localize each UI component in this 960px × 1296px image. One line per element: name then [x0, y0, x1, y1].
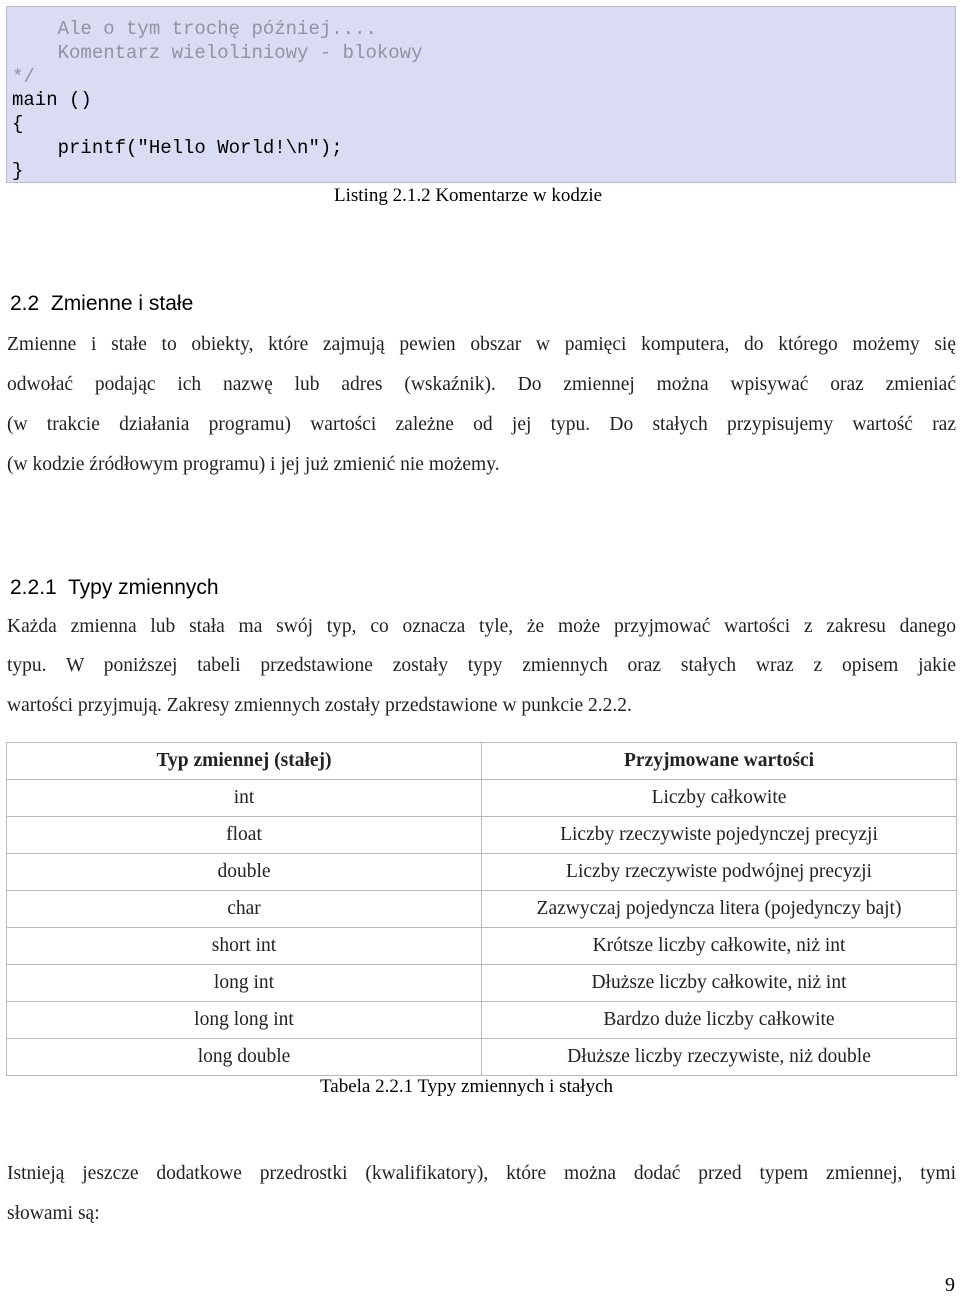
table-cell-values: Krótsze liczby całkowite, niż int [482, 928, 957, 965]
table-row [7, 817, 957, 854]
paragraph-line: Każda zmienna lub stała ma swój typ, co oznacza tyle, że może przyjmować wartości z zakresu danego [7, 616, 956, 637]
table-row [7, 780, 957, 817]
table-cell-values: Liczby rzeczywiste pojedynczej precyzji [482, 817, 957, 854]
table-row [7, 1002, 957, 1039]
code-listing-box [6, 6, 956, 183]
table-cell-type: float [7, 817, 482, 854]
table-cell-values: Liczby rzeczywiste podwójnej precyzji [482, 854, 957, 891]
code-line-6: printf("Hello World!\n"); [12, 137, 343, 159]
table-cell-type: long double [7, 1039, 482, 1076]
page-number: 9 [945, 1274, 955, 1296]
code-line-7: } [12, 160, 24, 182]
table-cell-type: int [7, 780, 482, 817]
table-row [7, 928, 957, 965]
table-row [7, 1039, 957, 1076]
table-cell-values: Bardzo duże liczby całkowite [482, 1002, 957, 1039]
code-line-1: Ale o tym trochę później.... [12, 18, 377, 40]
paragraph-line: Zmienne i stałe to obiekty, które zajmują pewien obszar w pamięci komputera, do którego możemy się [7, 334, 956, 355]
table-cell-values: Zazwyczaj pojedyncza litera (pojedynczy bajt) [482, 891, 957, 928]
paragraph-line: (w trakcie działania programu) wartości zależne od jej typu. Do stałych przypisujemy wartość raz [7, 414, 956, 435]
code-line-2: Komentarz wieloliniowy - blokowy [12, 42, 423, 64]
section-heading-2-2: 2.2 Zmienne i stałe [10, 292, 194, 315]
table-cell-type: long int [7, 965, 482, 1002]
table-row [7, 854, 957, 891]
table-row [7, 965, 957, 1002]
table-cell-type: double [7, 854, 482, 891]
paragraph-line: odwołać podając ich nazwę lub adres (wskaźnik). Do zmiennej można wpisywać oraz zmieniać [7, 374, 956, 395]
table-cell-type: short int [7, 928, 482, 965]
section-heading-2-2-1: 2.2.1 Typy zmiennych [10, 576, 219, 599]
code-line-5: { [12, 113, 24, 135]
paragraph-line: (w kodzie źródłowym programu) i jej już zmienić nie możemy. [7, 454, 500, 475]
table-header-type: Typ zmiennej (stałej) [7, 743, 482, 780]
paragraph-line: słowami są: [7, 1203, 100, 1224]
table-cell-type: char [7, 891, 482, 928]
variable-types-table [6, 742, 957, 1076]
table-cell-values: Liczby całkowite [482, 780, 957, 817]
paragraph-line: typu. W poniższej tabeli przedstawione zostały typy zmiennych oraz stałych wraz z opisem jakie [7, 655, 956, 676]
table-row [7, 891, 957, 928]
table-cell-values: Dłuższe liczby całkowite, niż int [482, 965, 957, 1002]
table-cell-type: long long int [7, 1002, 482, 1039]
paragraph-line: wartości przyjmują. Zakresy zmiennych zostały przedstawione w punkcie 2.2.2. [7, 695, 632, 716]
table-header-row [7, 743, 957, 780]
listing-caption: Listing 2.1.2 Komentarze w kodzie [334, 185, 603, 206]
paragraph-line: Istnieją jeszcze dodatkowe przedrostki (kwalifikatory), które można dodać przed typem zmiennej, tymi [7, 1163, 956, 1184]
table-caption: Tabela 2.2.1 Typy zmiennych i stałych [320, 1076, 613, 1097]
code-line-4: main () [12, 89, 92, 111]
table-header-values: Przyjmowane wartości [482, 743, 957, 780]
code-line-3: */ [12, 66, 35, 88]
table-cell-values: Dłuższe liczby rzeczywiste, niż double [482, 1039, 957, 1076]
